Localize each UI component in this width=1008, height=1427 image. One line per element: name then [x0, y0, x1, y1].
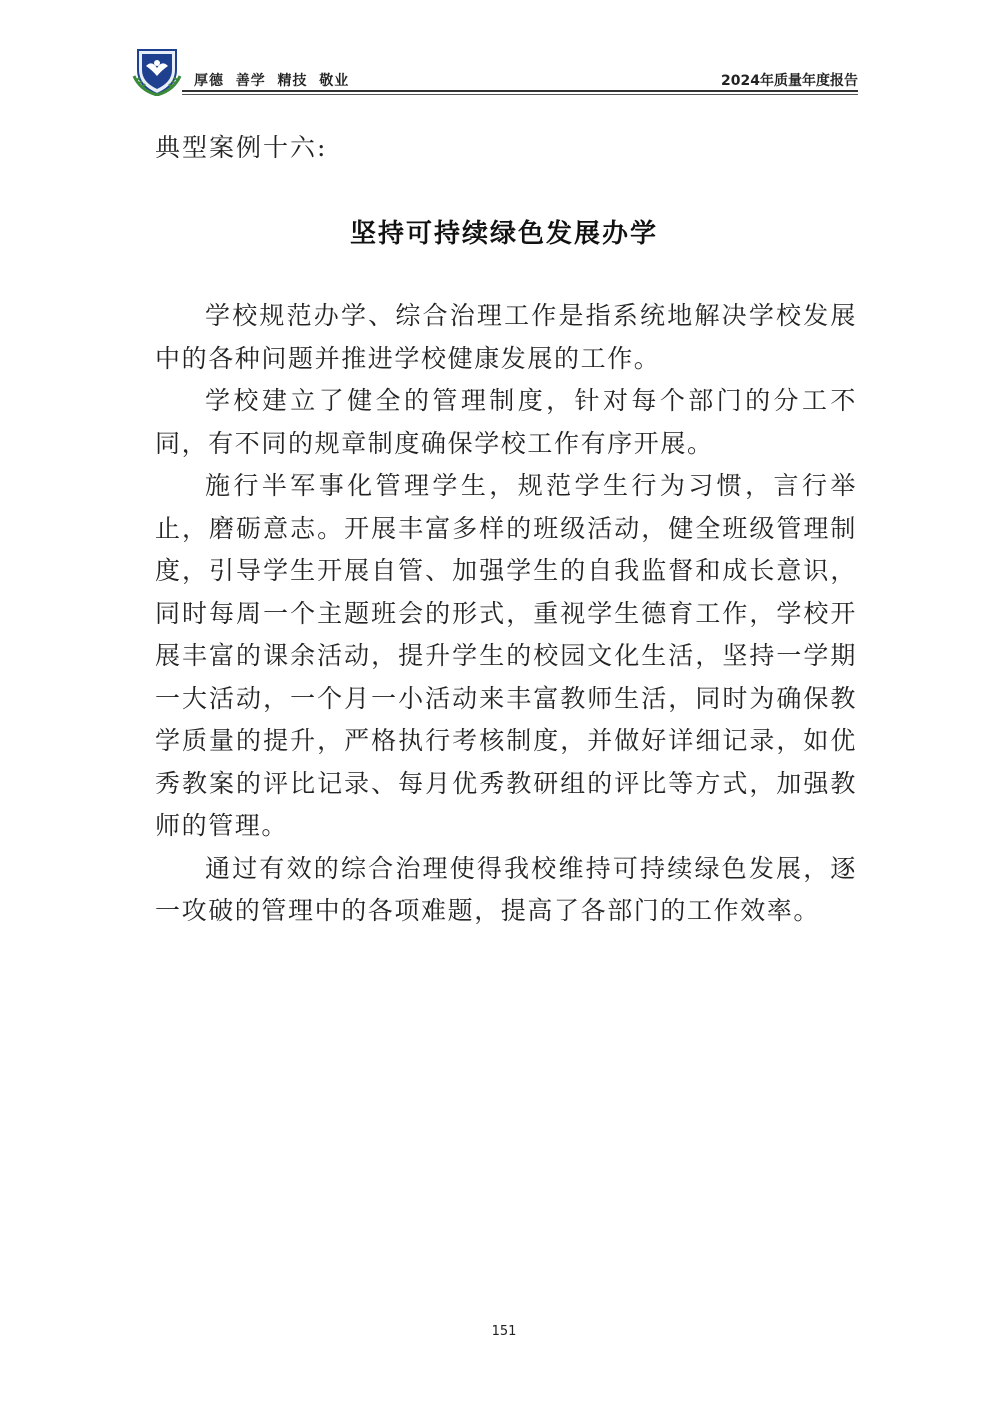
- page-header: [132, 42, 858, 92]
- case-label: 典型案例十六:: [155, 133, 328, 162]
- paragraph-3: 施行半军事化管理学生，规范学生行为习惯，言行举止，磨砺意志。开展丰富多样的班级活动，健全班级管理制度，引导学生开展自管、加强学生的自我监督和成长意识，同时每周一个主题班会的形式，重视学生德育工作，学校开展丰富的课余活动，提升学生的校园文化生活，坚持一学期一大活动，一个月一小活动来丰富教师生活，同时为确保教学质量的提升，严格执行考核制度，并做好详细记录，如优秀教案的评比记录、每月优秀教研组的评比等方式，加强教师的管理。: [155, 471, 857, 840]
- page-number: 151: [491, 1324, 517, 1339]
- paragraph-1: 学校规范办学、综合治理工作是指系统地解决学校发展中的各种问题并推进学校健康发展的工作。: [155, 301, 857, 373]
- report-title: 2024年质量年度报告: [721, 73, 858, 89]
- header-divider-thin: [182, 94, 858, 95]
- school-emblem-icon: [132, 46, 182, 96]
- paragraph-4: 通过有效的综合治理使得我校维持可持续绿色发展，逐一攻破的管理中的各项难题，提高了各部门的工作效率。: [155, 853, 857, 925]
- article-body: [155, 295, 857, 933]
- school-motto: 厚德 善学 精技 敬业: [194, 73, 350, 89]
- paragraph-2: 学校建立了健全的管理制度，针对每个部门的分工不同，有不同的规章制度确保学校工作有序开展。: [155, 386, 857, 458]
- header-divider: [182, 90, 858, 92]
- article-title: 坚持可持续绿色发展办学: [349, 219, 658, 249]
